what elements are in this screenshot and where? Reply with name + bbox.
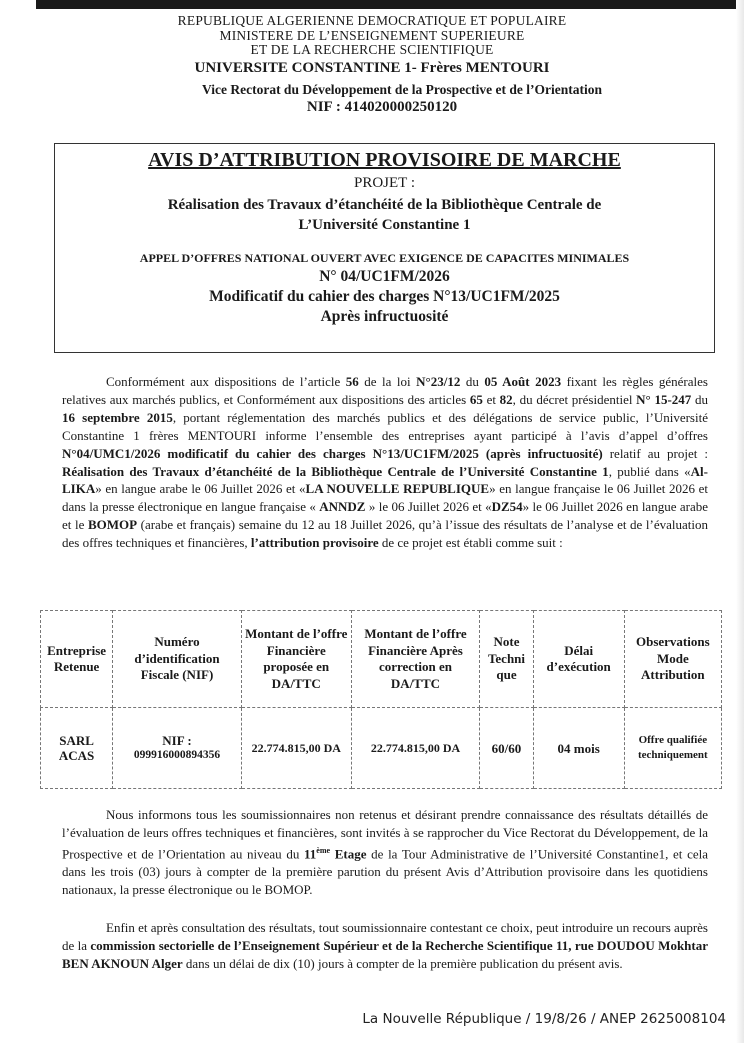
p1-run: du — [460, 374, 485, 389]
p2-floor-sup: ème — [316, 845, 331, 855]
cell-montant: 22.774.815,00 DA — [241, 708, 351, 789]
p1-run: de la loi — [358, 374, 417, 389]
col-nif: Numéro d’identification Fiscale (NIF) — [113, 611, 242, 708]
modificatif-line: Modificatif du cahier des charges N°13/UC1FM/2025 — [209, 288, 560, 305]
republic-line: REPUBLIQUE ALGERIENNE DEMOCRATIQUE ET POPULAIRE — [177, 13, 567, 28]
p2-text-a: Nous informons tous les soumissionnaires non retenus et désirant prendre connaissance des résultats détaillés de l’évaluation de leurs offres techniques et financières, sont invités à se rapprocher du Vice Rectorat du Développement, de la Prospective et de l’Orientation au niveau du — [62, 807, 708, 862]
p1-run: » en langue arabe le 06 Juillet 2026 et « — [95, 481, 306, 497]
cell-observation: Offre qualifiée techniquement — [624, 708, 721, 789]
notice-title-box — [54, 143, 715, 353]
p1-run: fixant les règles générales relatives aux marchés publics, et Conformément aux dispositions des articles — [62, 374, 708, 407]
ministry-line: MINISTERE DE L’ENSEIGNEMENT SUPERIEURE — [219, 27, 525, 43]
p1-run: DZ54 — [491, 499, 523, 515]
appel-offres: APPEL D’OFFRES NATIONAL OUVERT AVEC EXIGENCE DE CAPACITES MINIMALES — [139, 251, 630, 265]
p1-run: Conformément aux dispositions de l’article — [106, 374, 346, 389]
p1-run: N°04/UMC1/2026 modificatif du cahier des charges N°13/UC1FM/2025 (après infructuosité) — [62, 445, 603, 461]
letterhead — [0, 14, 744, 116]
col-observations: Observations Mode Attribution — [624, 611, 721, 708]
p3-text-b: dans un délai de dix (10) jours à compter de la première publication du présent avis. — [182, 955, 623, 971]
p2-floor: 11 — [303, 846, 317, 862]
attribution-table — [40, 610, 722, 789]
p1-run: 56 — [345, 374, 359, 389]
p1-run: , publié dans « — [608, 463, 691, 479]
cell-nif-label: NIF : — [162, 733, 192, 748]
tender-number: N° 04/UC1FM/2026 — [319, 268, 450, 285]
project-description-line2: L’Université Constantine 1 — [298, 217, 471, 233]
cell-entreprise: SARL ACAS — [41, 708, 113, 789]
p1-run: LA NOUVELLE REPUBLIQUE — [305, 481, 490, 497]
p1-run: 16 septembre 2015 — [62, 409, 173, 425]
col-note: Note Techni que — [480, 611, 533, 708]
top-dark-bar — [36, 0, 744, 9]
cell-delai: 04 mois — [533, 708, 624, 789]
project-description — [55, 195, 714, 235]
p1-run: N° 15-247 — [636, 391, 692, 407]
p1-run: (arabe et français) semaine du 12 au 18 Juillet 2026, qu’à l’issue des résultats de l’analyse et de l’évaluation des offres techniques et financières, — [62, 517, 708, 551]
ministry-line-2: ET DE LA RECHERCHE SCIENTIFIQUE — [250, 42, 494, 57]
p1-run: 65 — [469, 391, 483, 407]
p1-run: N°23/12 — [416, 374, 461, 389]
p1-run: de ce projet est établi comme suit : — [378, 535, 563, 551]
p1-run: l’attribution provisoire — [250, 535, 379, 551]
col-entreprise: Entreprise Retenue — [41, 611, 113, 708]
col-delai: Délai d’exécution — [533, 611, 624, 708]
p1-run: et — [482, 391, 500, 407]
p2-text-b: de la Tour Administrative de l’Université Constantine1, et cela dans les trois (03) jours à compter de la première parution du présent Avis d’Attribution provisoire dans les quotidiens nationaux, la presse électronique ou le BOMOP. — [62, 846, 708, 897]
table-header-row — [41, 611, 722, 708]
col-montant: Montant de l’offre Financière proposée en DA/TTC — [241, 611, 351, 708]
apres-infructuosite: Après infructuosité — [320, 308, 449, 325]
p1-run: du — [691, 391, 709, 407]
p2-etage: Etage — [330, 846, 367, 862]
p1-run: , du décret présidentiel — [512, 391, 637, 407]
p1-run: » le 06 Juillet 2026 et « — [365, 499, 492, 515]
notice-title: AVIS D’ATTRIBUTION PROVISOIRE DE MARCHE — [148, 149, 621, 171]
cell-nif — [113, 708, 242, 789]
p3-text-a: Enfin et après consultation des résultats, tout soumissionnaire contestant ce choix, peut introduire un recours auprès de la — [62, 920, 708, 953]
p1-run: 05 Août 2023 — [484, 374, 562, 389]
p1-run: Réalisation des Travaux d’étanchéité de la Bibliothèque Centrale de l’Université Constantine 1 — [62, 463, 609, 479]
p1-run: » le 06 Juillet 2026 en langue arabe et le — [62, 499, 708, 533]
vice-rectorat: Vice Rectorat du Développement de la Prospective et de l’Orientation — [201, 81, 603, 97]
p1-run: ANNDZ — [319, 499, 366, 515]
nif-number: NIF : 414020000250120 — [306, 98, 458, 115]
p1-run: » en langue française le 06 Juillet 2026 et dans la presse électronique en langue française « — [62, 481, 708, 515]
university-name: UNIVERSITE CONSTANTINE 1- Frères MENTOURI — [194, 59, 550, 76]
project-description-line1: Réalisation des Travaux d’étanchéité de la Bibliothèque Centrale de — [167, 197, 602, 213]
p1-run: BOMOP — [87, 517, 138, 533]
p1-run: Al-LIKA — [62, 463, 708, 497]
projet-label: PROJET : — [354, 175, 415, 191]
scan-edge-shadow — [736, 0, 744, 1043]
table-row — [41, 708, 722, 789]
cell-note: 60/60 — [480, 708, 533, 789]
p1-run: relatif au projet : — [602, 445, 708, 461]
cell-montant-corrige: 22.774.815,00 DA — [351, 708, 480, 789]
recours-paragraph — [62, 919, 708, 973]
col-montant-corrige: Montant de l’offre Financière Après correction en DA/TTC — [351, 611, 480, 708]
intro-paragraph — [62, 373, 708, 552]
p3-commission: commission sectorielle de l’Enseignement Supérieur et de la Recherche Scientifique 11, rue DOUDOU Mokhtar BEN AKNOUN Alger — [62, 937, 709, 971]
cell-nif-value: 099916000894356 — [133, 749, 221, 761]
info-paragraph — [62, 806, 708, 899]
publication-footer: La Nouvelle République / 19/8/26 / ANEP 2625008104 — [362, 1011, 726, 1027]
p1-run: 82 — [499, 391, 513, 407]
p1-run: , portant réglementation des marchés publics et des délégations de service public, l’Université Constantine 1 frères MENTOURI informe l’ensemble des entreprises ayant participé à l’avis d’appel d’offres — [62, 409, 708, 443]
